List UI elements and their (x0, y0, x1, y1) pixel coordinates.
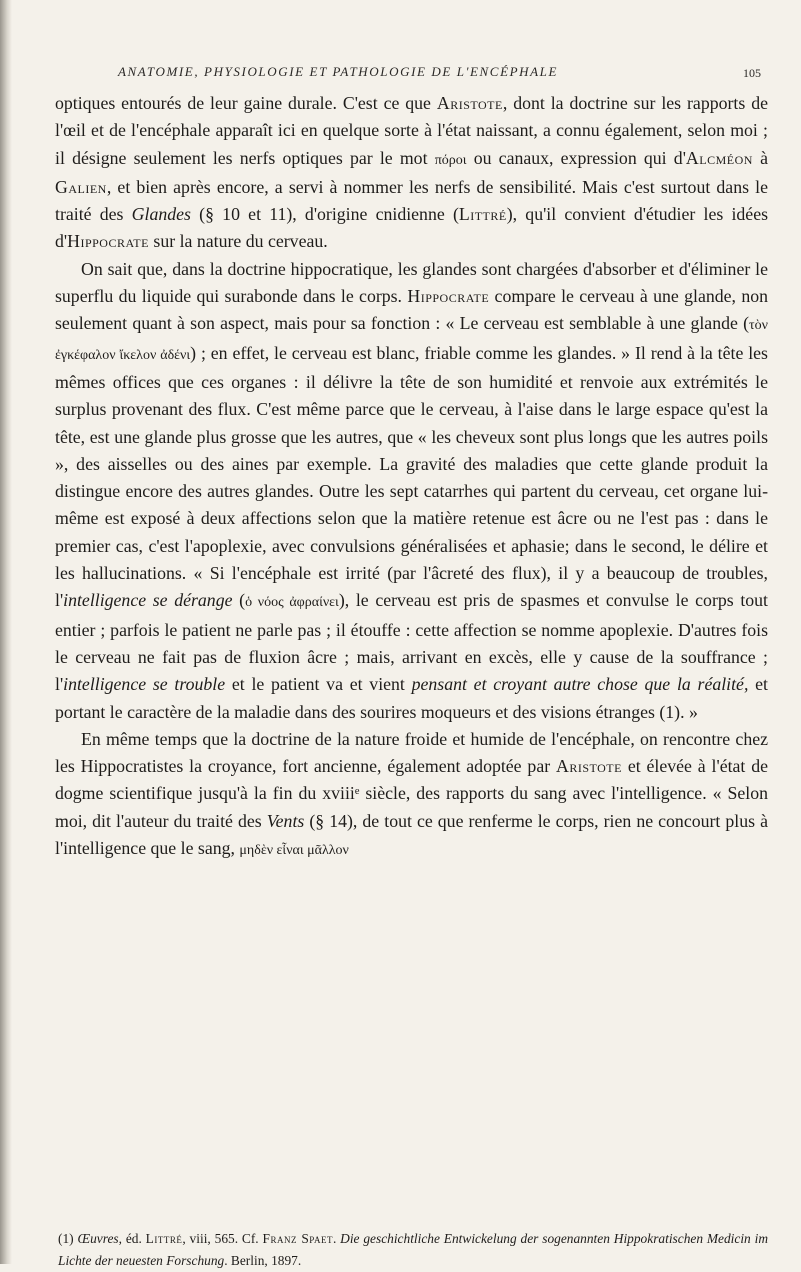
footnote (58, 1228, 768, 1272)
author-name: Franz Spaet (262, 1231, 333, 1246)
text-run: , et bien après encore, a servi à nommer les nerfs de sensibilité. Mais c'est surtout dans le traité des (55, 176, 768, 225)
text-run: , viii, 565. Cf. (182, 1231, 263, 1246)
citation-title: Œuvres (77, 1231, 119, 1246)
text-run: ), qu'il convient d'étudier les idées d' (55, 204, 769, 252)
text-run: , éd. (118, 1231, 146, 1246)
book-spine-shadow (0, 0, 12, 1264)
text-run: . Berlin, 1897. (224, 1253, 302, 1268)
greek-quote: τὸν ἐγκέφαλον ἴκελον ἀδένι (55, 318, 768, 363)
text-run: et le patient va et vient (225, 674, 412, 695)
greek-term: πόροι (434, 152, 467, 168)
author-name: Aristote (556, 756, 622, 777)
text-run: ( (232, 590, 246, 611)
text-run: et portant le caractère de la maladie dans des sourires moqueurs et des visions étranges (1). » (55, 674, 768, 722)
text-run: , dont la doctrine sur les rapports de l'œil et de l'encéphale apparaît ici en quelque sorte à l'état naissant, a connu également, selon moi ; il désigne seulement les nerfs optiques par le mot (55, 93, 768, 168)
text-run: et élevée à l'état de dogme scientifique jusqu'à la fin du xviiiᵉ siècle, des rapports du sang avec l'intelligence. « Selon moi, dit l'auteur du traité des (55, 756, 769, 831)
author-name: Hippocrate (407, 286, 490, 307)
greek-quote: ὁ νόος ἀφραίνει (245, 595, 339, 611)
text-run: On sait que, dans la doctrine hippocratique, les glandes sont chargées d'absorber et d'éliminer le superflu du liquide qui surabonde dans le corps. (55, 258, 768, 307)
text-run: (§ 10 et 11), d'origine cnidienne ( (190, 204, 459, 225)
emphasis: pensant et croyant autre chose que la réalité, (411, 674, 749, 695)
paragraph-2 (55, 256, 768, 726)
author-name: Alcméon (685, 147, 753, 168)
emphasis: intelligence se trouble (63, 674, 226, 695)
text-run: optiques entourés de leur gaine durale. C'est ce que (55, 93, 437, 113)
page-number: 105 (743, 66, 761, 80)
author-name: Littré (458, 204, 507, 225)
text-run: sur la nature du cerveau. (148, 231, 328, 252)
text-run: En même temps que la doctrine de la nature froide et humide de l'encéphale, on rencontre chez les Hippocratistes la croyance, fort ancienne, également adoptée par (55, 728, 768, 777)
emphasis: intelligence se dérange (63, 590, 233, 611)
paragraph-3 (55, 726, 768, 864)
running-header: ANATOMIE, PHYSIOLOGIE ET PATHOLOGIE DE L'ENCÉPHALE (118, 64, 559, 79)
text-run: ), le cerveau est pris de spasmes et convulse le corps tout entier ; parfois le patient ne parle pas ; il étouffe : cette affection se nomme apoplexie. D'autres fois le cerveau ne fait pas de fluxion âcre ; mais, arrivant en excès, elle y cause de la souffrance ; l' (55, 590, 768, 695)
author-name: Hippocrate (67, 231, 149, 252)
treatise-title: Vents (266, 810, 305, 831)
text-run: à (752, 147, 768, 168)
text-run: ) ; en effet, le cerveau est blanc, friable comme les glandes. » Il rend à la tête les mêmes offices que ces organes : il délivre la tête de son humidité et renvoie aux extrémités le surplus provenant des flux. C'est même parce que le cerveau, à l'aise dans le large espace qu'est la tête, est une glande plus grosse que les autres, que « les cheveux sont plus longs que les autres poils », des aisselles ou des aines par exemple. La gravité des maladies que cette glande produit la distingue encore des autres glandes. Outre les sept catarrhes qui partent du cerveau, cet organe lui-même est exposé à deux affections selon que la matière retenue est âcre ou ne l'est pas : dans le premier cas, c'est l'apoplexie, avec convulsions généralisées et aphasie; dans le second, le délire et les hallucinations. « Si l'encéphale est irrité (par l'âcreté des flux), il y a beaucoup de troubles, l' (55, 342, 768, 611)
main-text (55, 90, 768, 864)
text-run: compare le cerveau à une glande, non seulement quant à son aspect, mais pour sa fonction : « Le cerveau est semblable à une glande ( (55, 286, 768, 334)
author-name: Littré (145, 1231, 183, 1246)
text-run: . (332, 1231, 341, 1246)
treatise-title: Glandes (131, 204, 191, 225)
greek-quote: μηδὲν εἶναι μᾶλλον (239, 843, 349, 859)
author-name: Aristote (436, 93, 503, 113)
author-name: Galien (55, 176, 107, 197)
paragraph-1 (55, 90, 768, 256)
citation-title: Die geschichtliche Entwickelung der sogenannten Hippokratischen Medicin im Lichte der neuesten Forschung (58, 1231, 769, 1268)
text-run: (§ 14), de tout ce que renferme le corps, rien ne concourt plus à l'intelligence que le sang, (55, 810, 768, 859)
footnote-marker: (1) (58, 1231, 78, 1246)
text-run: ou canaux, expression qui d' (466, 147, 686, 168)
